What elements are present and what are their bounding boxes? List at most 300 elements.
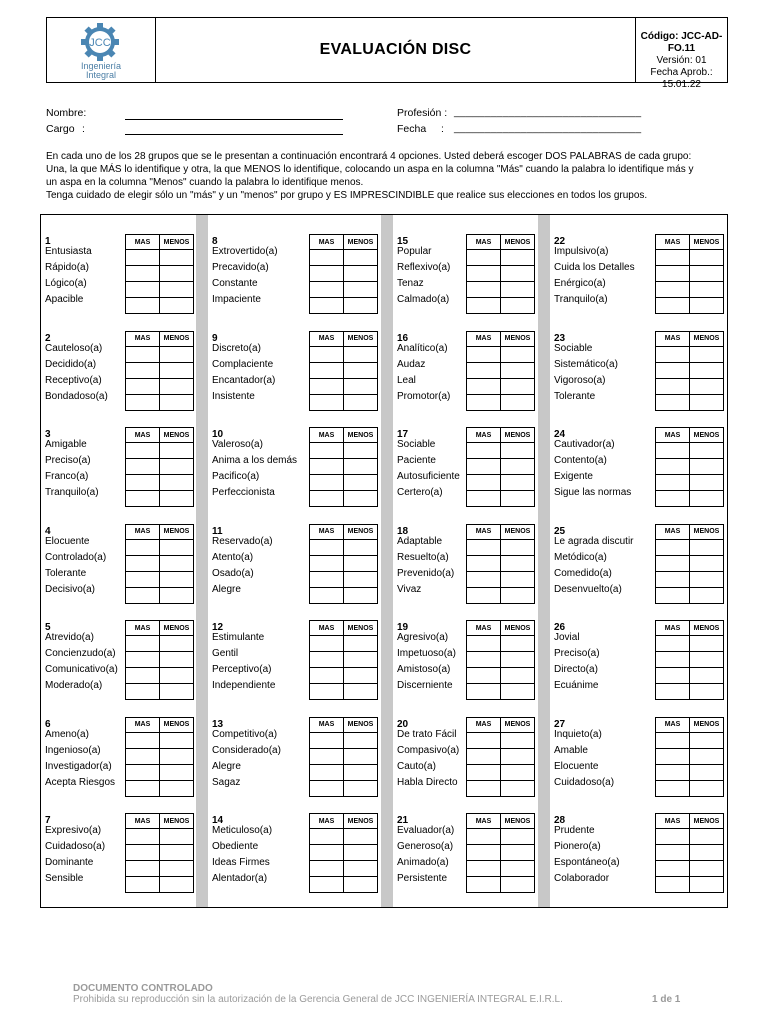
- menos-header: MENOS: [690, 621, 724, 636]
- menos-checkbox[interactable]: [690, 378, 724, 394]
- menos-checkbox[interactable]: [690, 539, 724, 555]
- mas-checkbox[interactable]: [467, 555, 501, 571]
- menos-checkbox[interactable]: [160, 475, 194, 491]
- mas-checkbox[interactable]: [656, 587, 690, 603]
- mas-checkbox[interactable]: [126, 861, 160, 877]
- group-word: Precavido(a): [212, 262, 269, 273]
- mas-checkbox[interactable]: [126, 346, 160, 362]
- mas-checkbox[interactable]: [467, 748, 501, 764]
- group-word: Sociable: [554, 342, 593, 354]
- nombre-field[interactable]: [125, 119, 343, 120]
- mas-checkbox[interactable]: [467, 684, 501, 700]
- disc-group: [45, 429, 99, 498]
- menos-checkbox[interactable]: [344, 266, 378, 282]
- menos-checkbox[interactable]: [690, 780, 724, 796]
- menos-checkbox[interactable]: [501, 587, 535, 603]
- mas-checkbox[interactable]: [656, 764, 690, 780]
- mas-checkbox[interactable]: [656, 475, 690, 491]
- mas-checkbox[interactable]: [656, 298, 690, 314]
- menos-checkbox[interactable]: [501, 652, 535, 668]
- mas-checkbox[interactable]: [310, 684, 344, 700]
- group-number: 27: [554, 718, 566, 730]
- mas-checkbox[interactable]: [310, 394, 344, 410]
- mas-checkbox[interactable]: [310, 555, 344, 571]
- svg-text:JCC: JCC: [89, 37, 111, 49]
- group-word: Sigue las normas: [554, 487, 632, 498]
- menos-checkbox[interactable]: [160, 555, 194, 571]
- menos-checkbox[interactable]: [690, 459, 724, 475]
- mas-checkbox[interactable]: [467, 443, 501, 459]
- mas-checkbox[interactable]: [467, 732, 501, 748]
- menos-checkbox[interactable]: [501, 250, 535, 266]
- profesion-field[interactable]: _______________________________: [454, 106, 642, 118]
- mas-checkbox[interactable]: [126, 748, 160, 764]
- group-word: Preciso(a): [45, 455, 91, 466]
- mas-checkbox[interactable]: [310, 282, 344, 298]
- mas-checkbox[interactable]: [310, 571, 344, 587]
- mas-header: MAS: [126, 331, 160, 346]
- menos-checkbox[interactable]: [160, 250, 194, 266]
- menos-checkbox[interactable]: [501, 282, 535, 298]
- mas-checkbox[interactable]: [467, 652, 501, 668]
- mas-checkbox[interactable]: [310, 378, 344, 394]
- mas-checkbox[interactable]: [656, 459, 690, 475]
- mas-checkbox[interactable]: [126, 491, 160, 507]
- group-word: Desenvuelto(a): [554, 583, 622, 595]
- mas-checkbox[interactable]: [310, 877, 344, 893]
- menos-checkbox[interactable]: [160, 668, 194, 684]
- mas-checkbox[interactable]: [310, 587, 344, 603]
- menos-checkbox[interactable]: [344, 877, 378, 893]
- mas-header: MAS: [310, 235, 344, 250]
- menos-checkbox[interactable]: [344, 394, 378, 410]
- menos-checkbox[interactable]: [501, 443, 535, 459]
- mas-checkbox[interactable]: [310, 861, 344, 877]
- menos-checkbox[interactable]: [160, 346, 194, 362]
- group-word: Cuidadoso(a): [554, 776, 615, 788]
- group-number: 7: [45, 815, 51, 826]
- menos-checkbox[interactable]: [160, 652, 194, 668]
- mas-header: MAS: [126, 814, 160, 829]
- menos-checkbox[interactable]: [690, 394, 724, 410]
- mas-header: MAS: [656, 814, 690, 829]
- menos-checkbox[interactable]: [344, 362, 378, 378]
- mas-checkbox[interactable]: [656, 684, 690, 700]
- menos-checkbox[interactable]: [160, 748, 194, 764]
- mas-header: MAS: [467, 331, 501, 346]
- mas-checkbox[interactable]: [467, 394, 501, 410]
- mas-checkbox[interactable]: [126, 780, 160, 796]
- mas-checkbox[interactable]: [126, 732, 160, 748]
- mas-checkbox[interactable]: [656, 266, 690, 282]
- menos-checkbox[interactable]: [160, 829, 194, 845]
- group-word: Impetuoso(a): [397, 648, 456, 659]
- menos-checkbox[interactable]: [344, 250, 378, 266]
- mas-checkbox[interactable]: [126, 571, 160, 587]
- group-number: 6: [45, 718, 51, 730]
- group-word: Valeroso(a): [212, 439, 263, 450]
- group-word: Discerniente: [397, 680, 453, 691]
- menos-checkbox[interactable]: [690, 555, 724, 571]
- menos-checkbox[interactable]: [690, 845, 724, 861]
- menos-checkbox[interactable]: [344, 732, 378, 748]
- menos-checkbox[interactable]: [690, 475, 724, 491]
- mas-checkbox[interactable]: [467, 845, 501, 861]
- menos-checkbox[interactable]: [690, 346, 724, 362]
- mas-checkbox[interactable]: [310, 346, 344, 362]
- menos-checkbox[interactable]: [344, 829, 378, 845]
- menos-checkbox[interactable]: [501, 829, 535, 845]
- menos-checkbox[interactable]: [501, 394, 535, 410]
- disc-group: [397, 332, 451, 402]
- mas-checkbox[interactable]: [467, 539, 501, 555]
- menos-checkbox[interactable]: [344, 636, 378, 652]
- menos-checkbox[interactable]: [501, 362, 535, 378]
- mas-checkbox[interactable]: [656, 491, 690, 507]
- mas-checkbox[interactable]: [310, 250, 344, 266]
- menos-checkbox[interactable]: [344, 764, 378, 780]
- mas-checkbox[interactable]: [467, 378, 501, 394]
- mas-checkbox[interactable]: [310, 652, 344, 668]
- menos-checkbox[interactable]: [344, 346, 378, 362]
- mas-menos-table: [466, 524, 535, 604]
- mas-checkbox[interactable]: [656, 443, 690, 459]
- group-word: Calmado(a): [397, 294, 450, 305]
- disc-group: [212, 815, 273, 884]
- group-word: Alegre: [212, 760, 241, 772]
- group-word: Reflexivo(a): [397, 262, 451, 273]
- mas-checkbox[interactable]: [656, 652, 690, 668]
- menos-checkbox[interactable]: [690, 748, 724, 764]
- mas-menos-table: [125, 620, 194, 700]
- menos-checkbox[interactable]: [690, 684, 724, 700]
- group-number: 4: [45, 525, 51, 537]
- menos-header: MENOS: [690, 331, 724, 346]
- mas-checkbox[interactable]: [310, 732, 344, 748]
- fecha-label: Fecha: [397, 123, 427, 135]
- menos-checkbox[interactable]: [160, 636, 194, 652]
- group-word: Promotor(a): [397, 390, 451, 402]
- mas-checkbox[interactable]: [310, 668, 344, 684]
- mas-checkbox[interactable]: [467, 877, 501, 893]
- menos-checkbox[interactable]: [160, 684, 194, 700]
- menos-checkbox[interactable]: [344, 555, 378, 571]
- menos-checkbox[interactable]: [160, 298, 194, 314]
- disc-group: [212, 236, 278, 305]
- logo-line-1: Ingeniería: [80, 61, 122, 71]
- menos-checkbox[interactable]: [690, 829, 724, 845]
- mas-checkbox[interactable]: [656, 780, 690, 796]
- mas-header: MAS: [310, 814, 344, 829]
- group-word: Estimulante: [212, 632, 265, 643]
- instruction-line-4: Tenga cuidado de elegir sólo un "más" y un "menos" por grupo y ES IMPRESCINDIBLE que realice sus elecciones en todos los grupos.: [46, 190, 648, 201]
- menos-checkbox[interactable]: [501, 684, 535, 700]
- mas-checkbox[interactable]: [656, 539, 690, 555]
- menos-checkbox[interactable]: [344, 378, 378, 394]
- menos-checkbox[interactable]: [501, 780, 535, 796]
- group-word: Tenaz: [397, 278, 424, 289]
- menos-checkbox[interactable]: [690, 587, 724, 603]
- mas-checkbox[interactable]: [467, 636, 501, 652]
- menos-checkbox[interactable]: [160, 845, 194, 861]
- menos-checkbox[interactable]: [160, 732, 194, 748]
- menos-checkbox[interactable]: [160, 877, 194, 893]
- menos-checkbox[interactable]: [344, 282, 378, 298]
- mas-checkbox[interactable]: [310, 748, 344, 764]
- mas-checkbox[interactable]: [126, 587, 160, 603]
- mas-checkbox[interactable]: [467, 780, 501, 796]
- mas-checkbox[interactable]: [467, 266, 501, 282]
- mas-checkbox[interactable]: [656, 378, 690, 394]
- logo-line-2: Integral: [85, 70, 117, 80]
- menos-checkbox[interactable]: [690, 298, 724, 314]
- group-word: De trato Fácil: [397, 728, 457, 740]
- menos-checkbox[interactable]: [501, 555, 535, 571]
- menos-checkbox[interactable]: [344, 459, 378, 475]
- document-code-cell: [636, 18, 727, 90]
- mas-checkbox[interactable]: [310, 780, 344, 796]
- mas-checkbox[interactable]: [467, 298, 501, 314]
- menos-checkbox[interactable]: [690, 861, 724, 877]
- mas-checkbox[interactable]: [656, 571, 690, 587]
- menos-header: MENOS: [501, 331, 535, 346]
- menos-checkbox[interactable]: [690, 732, 724, 748]
- mas-header: MAS: [467, 235, 501, 250]
- menos-checkbox[interactable]: [160, 780, 194, 796]
- menos-checkbox[interactable]: [344, 845, 378, 861]
- menos-checkbox[interactable]: [160, 443, 194, 459]
- mas-checkbox[interactable]: [310, 362, 344, 378]
- mas-checkbox[interactable]: [467, 250, 501, 266]
- disc-group: [554, 236, 635, 305]
- menos-checkbox[interactable]: [501, 491, 535, 507]
- menos-checkbox[interactable]: [501, 877, 535, 893]
- mas-checkbox[interactable]: [656, 861, 690, 877]
- menos-checkbox[interactable]: [501, 539, 535, 555]
- menos-checkbox[interactable]: [501, 298, 535, 314]
- mas-checkbox[interactable]: [656, 346, 690, 362]
- menos-checkbox[interactable]: [160, 378, 194, 394]
- mas-checkbox[interactable]: [656, 636, 690, 652]
- mas-menos-table: [125, 524, 194, 604]
- cargo-field[interactable]: [125, 134, 343, 135]
- menos-checkbox[interactable]: [501, 266, 535, 282]
- mas-checkbox[interactable]: [656, 668, 690, 684]
- menos-checkbox[interactable]: [690, 282, 724, 298]
- mas-checkbox[interactable]: [126, 282, 160, 298]
- menos-checkbox[interactable]: [501, 475, 535, 491]
- menos-checkbox[interactable]: [160, 861, 194, 877]
- mas-checkbox[interactable]: [467, 571, 501, 587]
- mas-checkbox[interactable]: [126, 652, 160, 668]
- menos-checkbox[interactable]: [160, 459, 194, 475]
- mas-checkbox[interactable]: [467, 764, 501, 780]
- menos-checkbox[interactable]: [501, 861, 535, 877]
- menos-checkbox[interactable]: [160, 266, 194, 282]
- menos-checkbox[interactable]: [690, 443, 724, 459]
- group-word: Comunicativo(a): [45, 664, 118, 675]
- mas-checkbox[interactable]: [126, 443, 160, 459]
- mas-checkbox[interactable]: [310, 266, 344, 282]
- mas-checkbox[interactable]: [126, 764, 160, 780]
- menos-checkbox[interactable]: [344, 443, 378, 459]
- mas-checkbox[interactable]: [310, 491, 344, 507]
- mas-checkbox[interactable]: [310, 845, 344, 861]
- menos-checkbox[interactable]: [160, 571, 194, 587]
- menos-checkbox[interactable]: [160, 362, 194, 378]
- menos-header: MENOS: [344, 428, 378, 443]
- menos-header: MENOS: [501, 235, 535, 250]
- mas-checkbox[interactable]: [126, 555, 160, 571]
- mas-checkbox[interactable]: [126, 845, 160, 861]
- group-word: Exigente: [554, 471, 593, 482]
- mas-checkbox[interactable]: [467, 475, 501, 491]
- mas-checkbox[interactable]: [656, 845, 690, 861]
- mas-checkbox[interactable]: [126, 362, 160, 378]
- disc-group: [45, 622, 118, 691]
- group-number: 12: [212, 622, 224, 633]
- mas-checkbox[interactable]: [467, 362, 501, 378]
- mas-checkbox[interactable]: [656, 829, 690, 845]
- menos-checkbox[interactable]: [344, 684, 378, 700]
- profesion-label: Profesión :: [397, 107, 448, 119]
- mas-checkbox[interactable]: [126, 250, 160, 266]
- menos-checkbox[interactable]: [344, 491, 378, 507]
- mas-checkbox[interactable]: [467, 829, 501, 845]
- menos-checkbox[interactable]: [501, 845, 535, 861]
- mas-checkbox[interactable]: [126, 539, 160, 555]
- group-word: Anima a los demás: [212, 455, 298, 466]
- group-number: 16: [397, 332, 409, 344]
- mas-checkbox[interactable]: [126, 829, 160, 845]
- menos-checkbox[interactable]: [501, 459, 535, 475]
- group-word: Gentil: [212, 648, 239, 659]
- menos-checkbox[interactable]: [344, 539, 378, 555]
- mas-checkbox[interactable]: [126, 298, 160, 314]
- mas-checkbox[interactable]: [126, 266, 160, 282]
- mas-checkbox[interactable]: [467, 668, 501, 684]
- mas-checkbox[interactable]: [656, 877, 690, 893]
- mas-checkbox[interactable]: [310, 764, 344, 780]
- mas-checkbox[interactable]: [467, 346, 501, 362]
- menos-checkbox[interactable]: [690, 571, 724, 587]
- mas-checkbox[interactable]: [310, 829, 344, 845]
- mas-checkbox[interactable]: [126, 877, 160, 893]
- menos-checkbox[interactable]: [344, 780, 378, 796]
- mas-menos-table: [309, 813, 378, 893]
- menos-checkbox[interactable]: [501, 378, 535, 394]
- menos-checkbox[interactable]: [501, 571, 535, 587]
- mas-checkbox[interactable]: [656, 362, 690, 378]
- mas-checkbox[interactable]: [656, 282, 690, 298]
- mas-checkbox[interactable]: [126, 394, 160, 410]
- menos-checkbox[interactable]: [690, 491, 724, 507]
- menos-checkbox[interactable]: [501, 748, 535, 764]
- mas-checkbox[interactable]: [310, 539, 344, 555]
- reproduction-notice: Prohibida su reproducción sin la autorización de la Gerencia General de JCC INGENIERÍA INTEGRAL E.I.R.L.: [73, 994, 563, 1005]
- mas-checkbox[interactable]: [467, 587, 501, 603]
- menos-checkbox[interactable]: [690, 636, 724, 652]
- mas-menos-table: [309, 331, 378, 411]
- mas-checkbox[interactable]: [310, 298, 344, 314]
- menos-checkbox[interactable]: [344, 475, 378, 491]
- mas-checkbox[interactable]: [467, 861, 501, 877]
- menos-checkbox[interactable]: [344, 571, 378, 587]
- mas-checkbox[interactable]: [656, 732, 690, 748]
- mas-menos-table: [466, 427, 535, 507]
- mas-checkbox[interactable]: [126, 459, 160, 475]
- mas-menos-table: [309, 427, 378, 507]
- mas-checkbox[interactable]: [310, 443, 344, 459]
- menos-header: MENOS: [344, 814, 378, 829]
- menos-checkbox[interactable]: [160, 539, 194, 555]
- menos-checkbox[interactable]: [160, 282, 194, 298]
- group-number: 13: [212, 718, 224, 730]
- disc-group: [554, 718, 615, 788]
- group-word: Constante: [212, 278, 258, 289]
- mas-checkbox[interactable]: [467, 282, 501, 298]
- menos-checkbox[interactable]: [690, 250, 724, 266]
- menos-checkbox[interactable]: [690, 668, 724, 684]
- menos-checkbox[interactable]: [501, 668, 535, 684]
- menos-checkbox[interactable]: [344, 652, 378, 668]
- mas-checkbox[interactable]: [126, 475, 160, 491]
- mas-checkbox[interactable]: [467, 459, 501, 475]
- menos-checkbox[interactable]: [690, 266, 724, 282]
- fecha-field[interactable]: _______________________________: [454, 122, 642, 134]
- mas-checkbox[interactable]: [656, 394, 690, 410]
- mas-checkbox[interactable]: [467, 491, 501, 507]
- group-word: Controlado(a): [45, 551, 107, 563]
- mas-checkbox[interactable]: [310, 475, 344, 491]
- menos-checkbox[interactable]: [501, 346, 535, 362]
- menos-checkbox[interactable]: [344, 298, 378, 314]
- menos-checkbox[interactable]: [344, 668, 378, 684]
- group-word: Meticuloso(a): [212, 825, 273, 836]
- group-word: Paciente: [397, 455, 436, 466]
- menos-checkbox[interactable]: [160, 587, 194, 603]
- menos-header: MENOS: [501, 717, 535, 732]
- mas-checkbox[interactable]: [310, 459, 344, 475]
- menos-checkbox[interactable]: [344, 861, 378, 877]
- mas-header: MAS: [126, 428, 160, 443]
- group-word: Alentador(a): [212, 873, 268, 884]
- menos-checkbox[interactable]: [501, 764, 535, 780]
- menos-checkbox[interactable]: [501, 636, 535, 652]
- menos-checkbox[interactable]: [344, 748, 378, 764]
- mas-checkbox[interactable]: [656, 555, 690, 571]
- menos-checkbox[interactable]: [690, 362, 724, 378]
- mas-checkbox[interactable]: [126, 636, 160, 652]
- menos-checkbox[interactable]: [160, 394, 194, 410]
- mas-checkbox[interactable]: [126, 378, 160, 394]
- menos-checkbox[interactable]: [690, 652, 724, 668]
- menos-header: MENOS: [501, 428, 535, 443]
- menos-checkbox[interactable]: [690, 877, 724, 893]
- mas-checkbox[interactable]: [126, 684, 160, 700]
- mas-checkbox[interactable]: [126, 668, 160, 684]
- menos-checkbox[interactable]: [160, 764, 194, 780]
- mas-checkbox[interactable]: [310, 636, 344, 652]
- group-word: Extrovertido(a): [212, 246, 278, 257]
- menos-checkbox[interactable]: [160, 491, 194, 507]
- menos-checkbox[interactable]: [344, 587, 378, 603]
- menos-checkbox[interactable]: [501, 732, 535, 748]
- mas-checkbox[interactable]: [656, 748, 690, 764]
- mas-checkbox[interactable]: [656, 250, 690, 266]
- group-word: Directo(a): [554, 664, 598, 675]
- menos-checkbox[interactable]: [690, 764, 724, 780]
